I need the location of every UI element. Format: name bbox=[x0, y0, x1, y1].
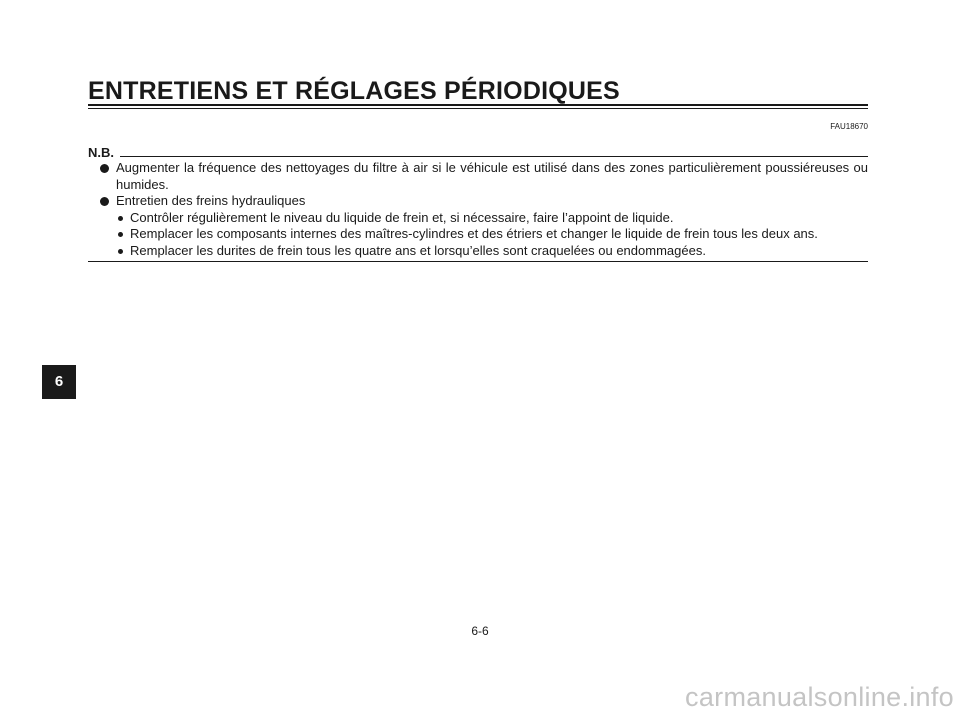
sub-list bbox=[116, 210, 868, 260]
chapter-tab: 6 bbox=[42, 365, 76, 399]
sub-bullet-icon bbox=[118, 216, 123, 221]
page-number: 6-6 bbox=[471, 624, 489, 638]
page-title: ENTRETIENS ET RÉGLAGES PÉRIODIQUES bbox=[88, 77, 620, 105]
sub-bullet-icon bbox=[118, 232, 123, 237]
sub-list-item-text: Remplacer les durites de frein tous les quatre ans et lorsqu’elles sont craquelées ou endommagées. bbox=[130, 242, 706, 258]
list-item bbox=[100, 160, 868, 193]
watermark: carmanualsonline.info bbox=[685, 682, 954, 712]
sub-list-item bbox=[116, 226, 868, 243]
bullet-icon bbox=[100, 197, 109, 206]
note-footer-rule bbox=[88, 261, 868, 262]
reference-code: FAU18670 bbox=[830, 122, 868, 131]
sub-list-item bbox=[116, 243, 868, 260]
note-header-rule bbox=[120, 156, 868, 157]
title-underline-thick bbox=[88, 104, 868, 106]
list-item-text: Augmenter la fréquence des nettoyages du filtre à air si le véhicule est utilisé dans des zones particulièrement poussiéreuses ou humides. bbox=[116, 160, 868, 192]
bullet-icon bbox=[100, 164, 109, 173]
note-header bbox=[88, 145, 868, 161]
sub-bullet-icon bbox=[118, 249, 123, 254]
note-label: N.B. bbox=[88, 145, 114, 160]
sub-list-item bbox=[116, 210, 868, 227]
title-underline-thin bbox=[88, 108, 868, 109]
sub-list-item-text: Remplacer les composants internes des maîtres-cylindres et des étriers et changer le liquide de frein tous les deux ans. bbox=[130, 226, 818, 241]
sub-list-item-text: Contrôler régulièrement le niveau du liquide de frein et, si nécessaire, faire l’appoint de liquide. bbox=[130, 209, 674, 225]
list-item bbox=[100, 193, 868, 259]
list-item-text: Entretien des freins hydrauliques bbox=[116, 193, 306, 208]
note-body bbox=[100, 160, 868, 259]
